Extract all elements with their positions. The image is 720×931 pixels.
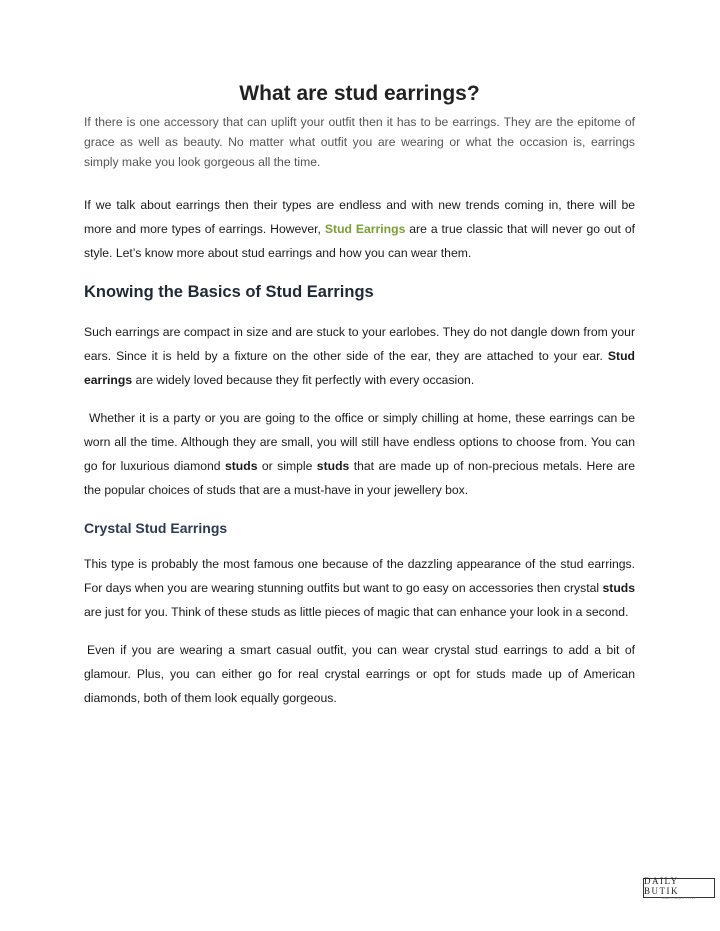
paragraph-text: This type is probably the most famous one because of the dazzling appearance of the stud earrings. For days when you are wearing stunning outfits but want to go easy on accessories then crystal	[84, 557, 635, 595]
paragraph-text: are a true classic that will never go out of style. Let’s know more about stud earrings and how you can wear them.	[84, 222, 635, 260]
paragraph-text: Whether it is a party or you are going to the office or simply chilling at home, these earrings can be worn all the time. Although they are small, you will still have endless options to choose from. You can go for luxurious diamond	[84, 411, 635, 473]
bold-term: studs	[316, 459, 350, 473]
document-page	[84, 82, 635, 710]
daily-butik-logo	[643, 878, 715, 898]
logo-tagline: SHOP UNIQUE STYLE	[661, 896, 697, 900]
paragraph-text: are just for you. Think of these studs as little pieces of magic that can enhance your look in a second.	[84, 605, 629, 619]
paragraph-options	[84, 406, 635, 502]
intro-paragraph: If there is one accessory that can uplift your outfit then it has to be earrings. They are the epitome of grace as well as beauty. No matter what outfit you are wearing or what the occasion is, earrings simply make you look gorgeous all the time.	[84, 115, 635, 169]
paragraph-glamour: Even if you are wearing a smart casual outfit, you can wear crystal stud earrings to add a bit of glamour. Plus, you can either go for real crystal earrings or opt for studs made up of American diamonds, both of them look equally gorgeous.	[84, 643, 635, 705]
paragraph-basics	[84, 320, 635, 392]
bold-term: studs	[602, 581, 635, 595]
paragraph-text: If we talk about earrings then their types are endless and with new trends coming in, there will be more and more types of earrings. However,	[84, 198, 635, 236]
paragraph-crystal	[84, 552, 635, 624]
section-heading-basics: Knowing the Basics of Stud Earrings	[84, 283, 374, 301]
stud-earrings-link[interactable]: Stud Earrings	[324, 222, 406, 236]
paragraph-text: Such earrings are compact in size and are stuck to your earlobes. They do not dangle down from your ears. Since it is held by a fixture on the other side of the ear, they are attached to your ear.	[84, 325, 635, 363]
logo-text: DAILY BUTIK	[644, 876, 679, 896]
bold-term: Stud earrings	[84, 349, 635, 387]
paragraph-text: or simple	[257, 459, 317, 473]
page-title: What are stud earrings?	[239, 82, 480, 105]
section-heading-crystal: Crystal Stud Earrings	[84, 520, 228, 536]
bold-term: studs	[224, 459, 258, 473]
paragraph-text: are widely loved because they fit perfectly with every occasion.	[132, 373, 475, 387]
paragraph-earring-types	[84, 193, 635, 265]
paragraph-text: that are made up of non-precious metals. Here are the popular choices of studs that are a must-have in your jewellery box.	[84, 459, 635, 497]
